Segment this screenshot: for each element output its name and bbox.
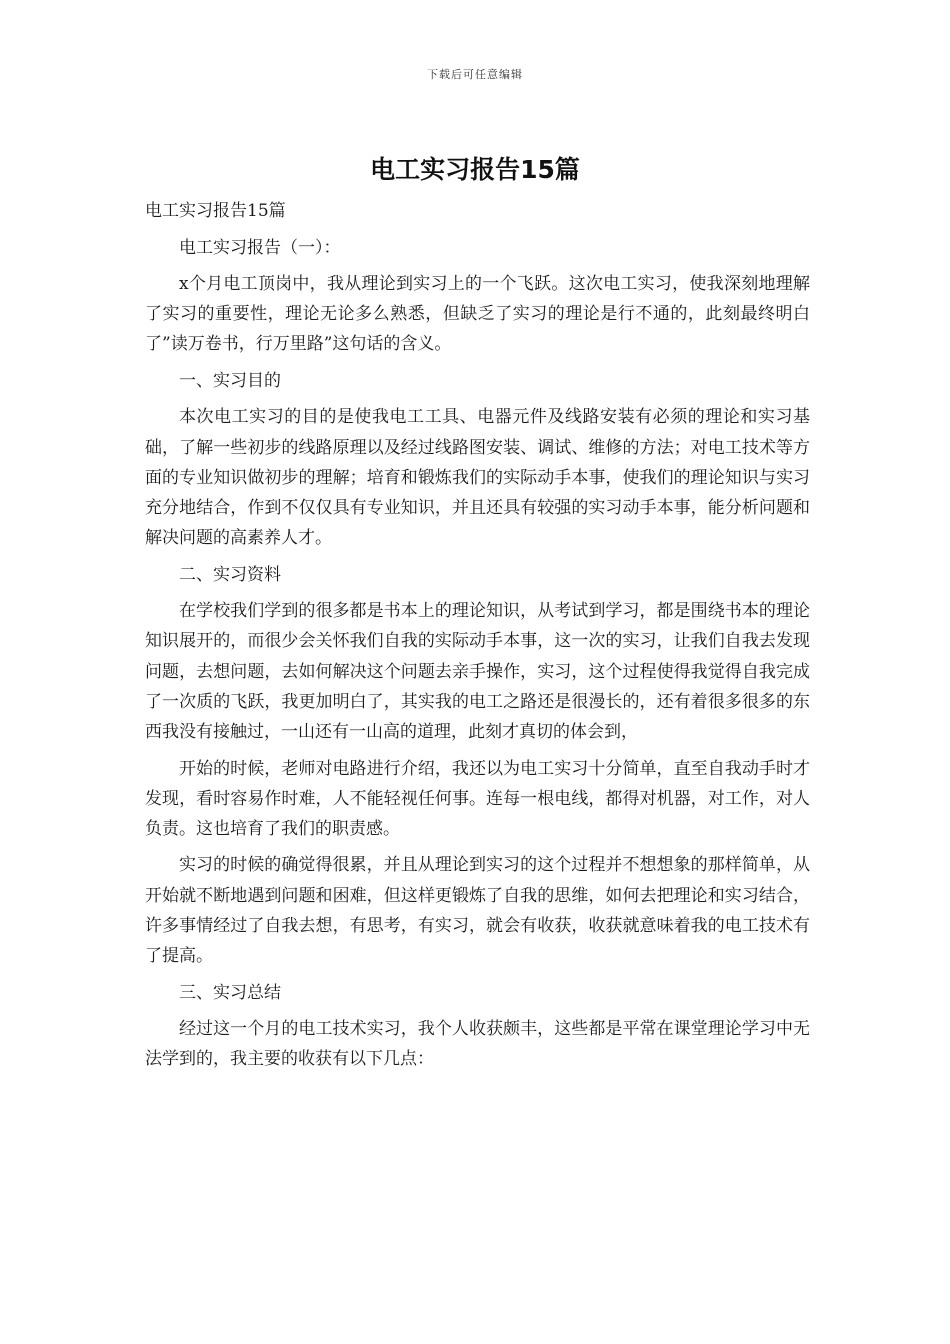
section-heading-summary: 三、实习总结: [179, 982, 281, 1003]
paragraph-materials-3: 实习的时候的确觉得很累，并且从理论到实习的这个过程并不想想象的那样简单，从开始就不断地遇到问题和困难，但这样更锻炼了自我的思维，如何去把理论和实习结合，许多事情经过了自我去想，有思考，有实习，就会有收获，收获就意味着我的电工技术有了提高。: [145, 855, 810, 967]
section-heading-purpose: 一、实习目的: [179, 370, 281, 391]
paragraph-materials-1: 在学校我们学到的很多都是书本上的理论知识，从考试到学习，都是围绕书本的理论知识展开的，而很少会关怀我们自我的实际动手本事，这一次的实习，让我们自我去发现问题，去想问题，去如何解决这个问题去亲手操作，实习，这个过程使得我觉得自我完成了一次质的飞跃，我更加明白了，其实我的电工之路还是很漫长的，还有着很多很多的东西我没有接触过，一山还有一山高的道理，此刻才真切的体会到，: [145, 601, 810, 743]
document-title: 电工实习报告15篇: [370, 155, 580, 184]
paragraph-materials-2: 开始的时候，老师对电路进行介绍，我还以为电工实习十分简单，直至自我动手时才发现，看时容易作时难，人不能轻视任何事。连每一根电线，都得对机器，对工作，对人负责。这也培育了我们的职责感。: [145, 758, 810, 839]
document-subtitle: 电工实习报告15篇: [145, 201, 286, 221]
section-heading-materials: 二、实习资料: [179, 564, 281, 585]
section-heading-report-one: 电工实习报告（一）：: [179, 237, 341, 258]
header-note: 下载后可任意编辑: [427, 68, 523, 81]
paragraph-summary: 经过这一个月的电工技术实习，我个人收获颇丰，这些都是平常在课堂理论学习中无法学到的，我主要的收获有以下几点：: [145, 1019, 810, 1070]
document-body: [145, 196, 810, 1081]
paragraph-intro: x个月电工顶岗中，我从理论到实习上的一个飞跃。这次电工实习，使我深刻地理解了实习的重要性，理论无论多么熟悉，但缺乏了实习的理论是行不通的，此刻最终明白了”读万卷书，行万里路”这句话的含义。: [145, 274, 810, 355]
paragraph-purpose: 本次电工实习的目的是使我电工工具、电器元件及线路安装有必须的理论和实习基础，了解一些初步的线路原理以及经过线路图安装、调试、维修的方法；对电工技术等方面的专业知识做初步的理解；培育和锻炼我们的实际动手本事，使我们的理论知识与实习充分地结合，作到不仅仅具有专业知识，并且还具有较强的实习动手本事，能分析问题和解决问题的高素养人才。: [145, 407, 810, 549]
